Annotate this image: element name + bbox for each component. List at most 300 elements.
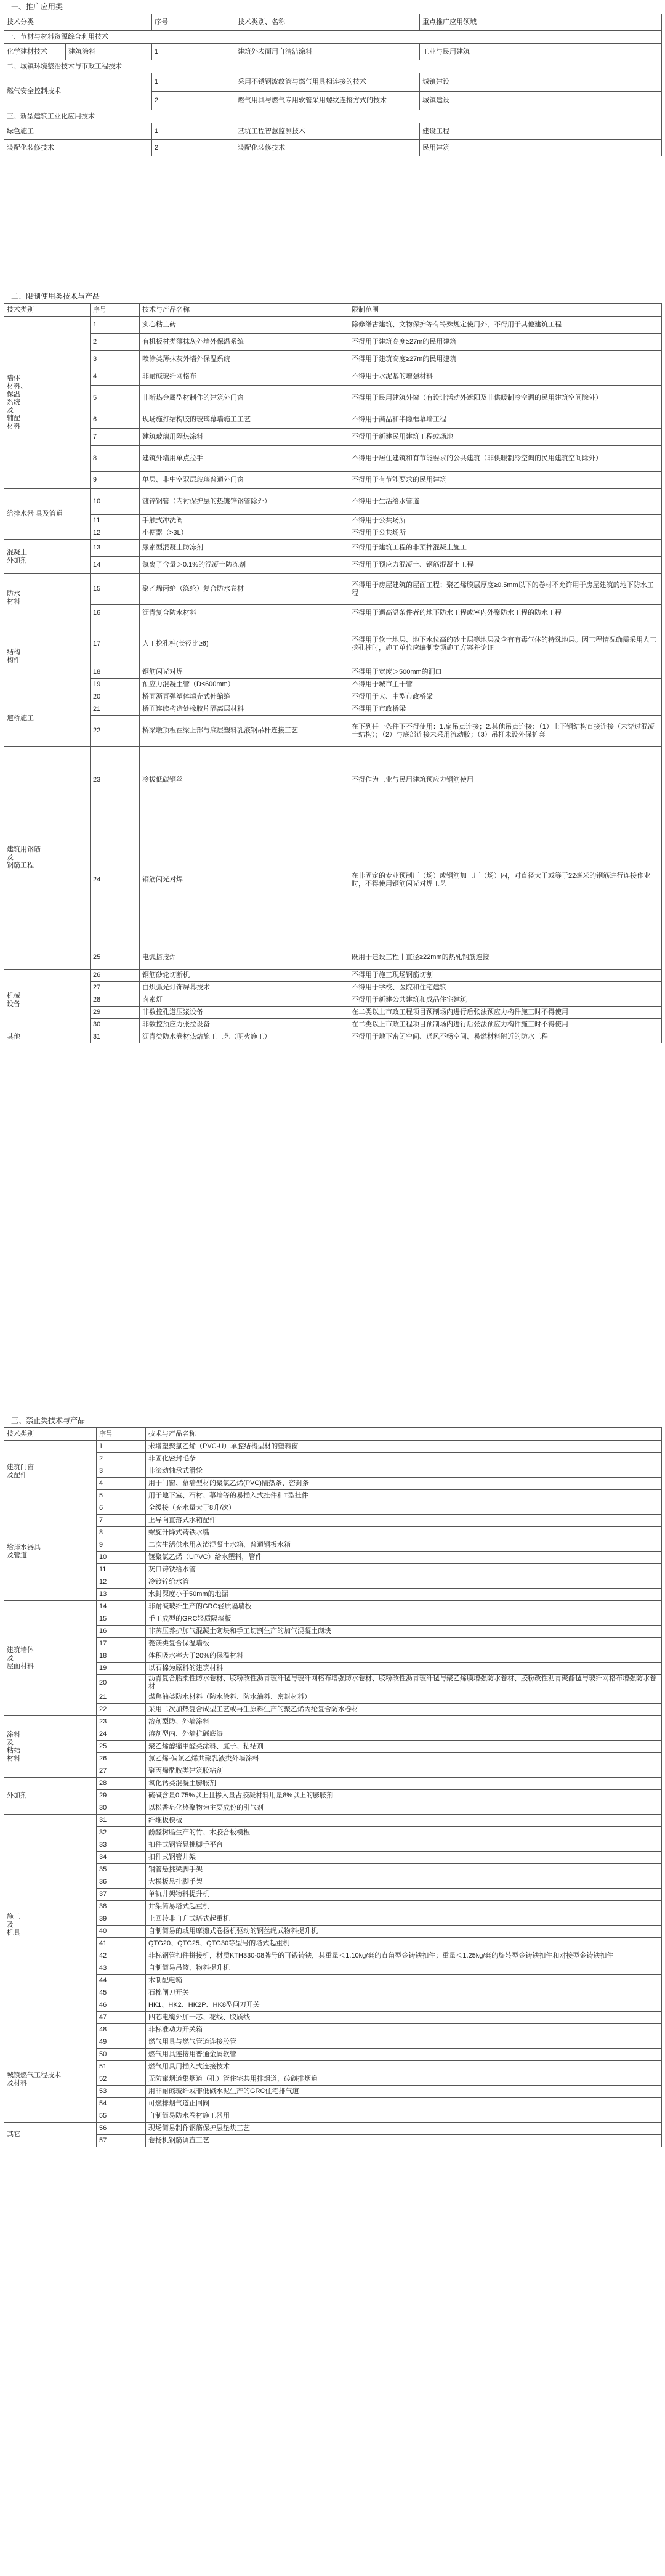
item-name: 以石棉为原料的建筑材料: [146, 1663, 662, 1675]
table-row: [4, 1864, 662, 1876]
row-number: 14: [97, 1601, 146, 1613]
table-row: [4, 994, 662, 1007]
table-row: [4, 1453, 662, 1465]
item-name: 白炽弧光灯饰屏幕技术: [140, 982, 349, 994]
table-row: [4, 747, 662, 814]
category-line: 机具: [7, 1929, 20, 1937]
restrict-scope: 在二类以上市政工程项目预制场内进行后张法预应力构件施工时不得使用: [349, 1019, 662, 1031]
table-row: [4, 386, 662, 411]
table-row: [4, 2098, 662, 2110]
row-number: 9: [97, 1539, 146, 1552]
category-line: 钢筋工程: [7, 862, 34, 869]
table-row: [4, 2123, 662, 2135]
item-name: 可燃排烟气道止回阀: [146, 2098, 662, 2110]
item-name: 灰口铸铁给水管: [146, 1564, 662, 1576]
item-name: 非滚动轴承式滑轮: [146, 1465, 662, 1478]
item-name: 非蒸压养护加气混凝土砌块和手工切割生产的加气混凝土砌块: [146, 1626, 662, 1638]
row-number: 3: [91, 351, 140, 368]
item-name: 燃气用具连接用普通金属软管: [146, 2049, 662, 2061]
table-row: [4, 716, 662, 747]
row-number: 30: [97, 1802, 146, 1815]
category-line: 及: [7, 1738, 14, 1746]
category-cell: [4, 1716, 97, 1778]
table-row: [4, 1478, 662, 1490]
row-number: 23: [97, 1716, 146, 1728]
category-line: 屋面材料: [7, 1662, 34, 1670]
row-number: 6: [91, 411, 140, 429]
row-number: 33: [97, 1839, 146, 1852]
row-number: 31: [91, 1031, 140, 1043]
item-name: 人工挖孔桩(长径比≥6): [140, 622, 349, 666]
row-number: 1: [91, 317, 140, 334]
row-number: 35: [97, 1864, 146, 1876]
item-name: 用非耐碱玻纤或非低碱水泥生产的GRC住宅排气道: [146, 2086, 662, 2098]
table-row: [4, 1691, 662, 1704]
table-row: [4, 2073, 662, 2086]
row-number: 14: [91, 557, 140, 574]
table-row: [4, 2110, 662, 2123]
row-number: 2: [97, 1453, 146, 1465]
row-number: 38: [97, 1901, 146, 1913]
category-line: 及配件: [7, 1471, 27, 1479]
restrict-scope: 不得用于大、中型市政桥梁: [349, 691, 662, 703]
table-row: [4, 2036, 662, 2049]
category-line: 城镇燃气工程技术: [7, 2071, 61, 2079]
item-name: 小便器（>3L）: [140, 527, 349, 540]
item-name: 氯离子含量＞0.1%的混凝土防冻剂: [140, 557, 349, 574]
row-number: 21: [91, 703, 140, 716]
restrict-scope: 不得用于有节能要求的民用建筑: [349, 472, 662, 489]
table-row: [4, 1502, 662, 1515]
category-cell: [4, 970, 91, 1031]
item-name: 上回转非自升式塔式起重机: [146, 1913, 662, 1926]
item-name: 非数控预应力张拉设备: [140, 1019, 349, 1031]
category-line: 外加剂: [7, 556, 27, 564]
row-number: 27: [97, 1765, 146, 1778]
category-line: 其他: [7, 1033, 20, 1040]
item-name: 非固化密封毛条: [146, 1453, 662, 1465]
table-row: [4, 2086, 662, 2098]
table-row: [4, 2024, 662, 2036]
row-number: 57: [97, 2135, 146, 2147]
item-name: 非断热金属型材制作的建筑外门窗: [140, 386, 349, 411]
row-number: 1: [97, 1441, 146, 1453]
table-row: [4, 691, 662, 703]
row-number: 3: [97, 1465, 146, 1478]
restrict-scope: 在非固定的专业预制厂（场）或钢筋加工厂（场）内，对直径大于或等于22毫米的钢筋进行连接作业时，不得使用钢筋闪光对焊工艺: [349, 814, 662, 946]
item-name: 尿素型混凝土防冻剂: [140, 540, 349, 557]
item-name: 自制简易的或用摩擦式卷扬机驱动的钢丝绳式物料提升机: [146, 1926, 662, 1938]
row-number: 29: [91, 1007, 140, 1019]
row-number: 6: [97, 1502, 146, 1515]
table-row: [4, 1999, 662, 2012]
table-row: [4, 1839, 662, 1852]
row-number: 43: [97, 1962, 146, 1975]
table-row: 2 燃气用具与燃气专用软管采用螺纹连接方式的技术 城镇建设: [4, 92, 662, 110]
restrict-scope: 不得用于地下密闭空间、通风不畅空间、易燃材料附近的防水工程: [349, 1031, 662, 1043]
category-line: 外加剂: [7, 1792, 27, 1799]
row-number: 8: [97, 1527, 146, 1539]
category-cell: [4, 2036, 97, 2123]
table-row: [4, 317, 662, 334]
section-promote: [0, 0, 665, 156]
row-number: 2: [91, 334, 140, 351]
prohibit-table: [4, 1427, 662, 2147]
category-line: 材料、: [7, 383, 27, 390]
row-number: 53: [97, 2086, 146, 2098]
category-cell: [4, 691, 91, 747]
table-row: [4, 1753, 662, 1765]
table-row: [4, 1889, 662, 1901]
item-name: 冷拔低碳钢丝: [140, 747, 349, 814]
item-name: 沥青复合防水材料: [140, 605, 349, 622]
item-name: 全缓接（充水量大于8升/次）: [146, 1502, 662, 1515]
row-number: 16: [97, 1626, 146, 1638]
table-row: [4, 334, 662, 351]
row-number: 4: [97, 1478, 146, 1490]
category-line: 构件: [7, 656, 20, 664]
table-row: 绿色施工 1 基坑工程智慧监测技术 建设工程: [4, 123, 662, 140]
promote-table: [4, 14, 662, 156]
item-name: 非耐碱玻纤网格布: [140, 368, 349, 386]
row-number: 20: [91, 691, 140, 703]
item-name: 四芯电缆外加一芯、花线、胶质线: [146, 2012, 662, 2024]
table-row: [4, 1007, 662, 1019]
row-number: 12: [91, 527, 140, 540]
item-name: 钢筋闪光对焊: [140, 666, 349, 679]
restrict-scope: 不得用于公共场所: [349, 515, 662, 527]
category-cell: [4, 747, 91, 970]
table-row: [4, 1663, 662, 1675]
table-row: [4, 1650, 662, 1663]
category-cell: [4, 540, 91, 574]
category-line: 防水: [7, 589, 20, 597]
category-cell: [4, 1441, 97, 1502]
item-name: 溶剂型防、外墙涂料: [146, 1716, 662, 1728]
category-line: 及: [7, 407, 14, 414]
table-row: 装配化装修技术 2 装配化装修技术 民用建筑: [4, 140, 662, 156]
table-row: [4, 946, 662, 970]
header-cell: 序号: [97, 1428, 146, 1441]
table-row: [4, 1527, 662, 1539]
category-line: 及: [7, 1921, 14, 1929]
item-name: 钢管悬挑梁脚手架: [146, 1864, 662, 1876]
row-number: 32: [97, 1827, 146, 1839]
restrict-scope: 在二类以上市政工程项目预制场内进行后张法预应力构件施工时不得使用: [349, 1007, 662, 1019]
item-name: 二次生活供水用灰渣混凝土水箱、普通钢板水箱: [146, 1539, 662, 1552]
row-number: 19: [97, 1663, 146, 1675]
item-name: 氯乙烯-偏氯乙烯共聚乳液类外墙涂料: [146, 1753, 662, 1765]
table-row: 化学建材技术 建筑涂料 1 建筑外表面用自清洁涂料 工业与民用建筑: [4, 44, 662, 60]
table-row: [4, 557, 662, 574]
table-row: [4, 574, 662, 605]
item-name: 氧化钙类混凝土膨胀剂: [146, 1778, 662, 1790]
table-row: [4, 679, 662, 691]
table-row: [4, 1950, 662, 1962]
restrict-scope: 不得用于软土地层、地下水位高的砂土层等地层及含有有毒气体的特殊地层。因工程情况确需采用人工挖孔桩时，施工单位应编制专项施工方案并论证: [349, 622, 662, 666]
table-row: [4, 527, 662, 540]
row-number: 22: [97, 1704, 146, 1716]
row-number: 15: [91, 574, 140, 605]
table-row: [4, 814, 662, 946]
table-row: [4, 982, 662, 994]
item-name: 钢筋砂轮切断机: [140, 970, 349, 982]
restrict-scope: 不得用于商品和半隐框幕墙工程: [349, 411, 662, 429]
restrict-scope: 不得用于水泥基的增强材料: [349, 368, 662, 386]
item-name: 上导向直落式水箱配件: [146, 1515, 662, 1527]
item-name: 用于门窗、幕墙型材的聚氯乙烯(PVC)隔热条、密封条: [146, 1478, 662, 1490]
category-cell: [4, 489, 91, 540]
table-row: [4, 2049, 662, 2061]
item-name: 建筑外墙用单点拉手: [140, 446, 349, 472]
table-row: [4, 1901, 662, 1913]
item-name: 实心粘土砖: [140, 317, 349, 334]
item-name: 燃气用具用插入式连接技术: [146, 2061, 662, 2073]
row-number: 39: [97, 1913, 146, 1926]
category-line: 建筑门窗: [7, 1463, 34, 1471]
item-name: 聚乙烯醇缩甲醛类涂料、腻子、粘结剂: [146, 1741, 662, 1753]
restrict-scope: 不得用于建筑高度≥27m的民用建筑: [349, 351, 662, 368]
category-line: 机械: [7, 992, 20, 1000]
category-line: 材料: [7, 597, 20, 606]
table-row: [4, 2135, 662, 2147]
row-number: 42: [97, 1950, 146, 1962]
row-number: 26: [97, 1753, 146, 1765]
row-number: 11: [91, 515, 140, 527]
table-row: [4, 351, 662, 368]
item-name: 冷镀锌给水管: [146, 1576, 662, 1589]
table-row: [4, 1975, 662, 1987]
row-number: 40: [97, 1926, 146, 1938]
table-row: [4, 489, 662, 515]
row-number: 11: [97, 1564, 146, 1576]
item-name: 螺旋升降式铸铁水嘴: [146, 1527, 662, 1539]
group-row: 三、新型建筑工业化应用技术: [4, 110, 662, 123]
table-row: [4, 515, 662, 527]
item-name: 非标准动力开关箱: [146, 2024, 662, 2036]
table-row: [4, 1564, 662, 1576]
item-name: 镀聚氯乙烯（UPVC）给水塑料，管件: [146, 1552, 662, 1564]
restrict-scope: 不得用于宽度＞500mm的洞口: [349, 666, 662, 679]
table-row: [4, 1987, 662, 1999]
category-line: 建筑墙体: [7, 1646, 34, 1654]
category-line: 给排水器具: [7, 1543, 41, 1551]
row-number: 30: [91, 1019, 140, 1031]
table-row: [4, 970, 662, 982]
table-row: [4, 1601, 662, 1613]
row-number: 18: [91, 666, 140, 679]
table-row: [4, 605, 662, 622]
table-row: [4, 446, 662, 472]
header-cell: 限制范围: [349, 304, 662, 317]
row-number: 13: [97, 1589, 146, 1601]
row-number: 28: [97, 1778, 146, 1790]
item-name: 桥面连续构造处橡胶片隔离层材料: [140, 703, 349, 716]
table-header: [4, 304, 662, 317]
item-name: 扣件式钢管井架: [146, 1852, 662, 1864]
item-name: 预应力混凝土管（D≤600mm）: [140, 679, 349, 691]
item-name: 有机板材类薄抹灰外墙外保温系统: [140, 334, 349, 351]
table-row: [4, 2012, 662, 2024]
restrict-scope: 不得用于建筑高度≥27m的民用建筑: [349, 334, 662, 351]
row-number: 54: [97, 2098, 146, 2110]
item-name: 体积吸水率大于20%的保温材料: [146, 1650, 662, 1663]
item-name: 自制简易防水卷材施工器用: [146, 2110, 662, 2123]
table-row: [4, 1441, 662, 1453]
row-number: 16: [91, 605, 140, 622]
restrict-scope: 不得用于民用建筑外窗（有设计活动外遮阳及非供暖制冷空调的民用建筑空间除外）: [349, 386, 662, 411]
restrict-scope: 不得用于学校、医院和住宅建筑: [349, 982, 662, 994]
table-row: [4, 1790, 662, 1802]
row-number: 25: [91, 946, 140, 970]
table-row: [4, 2061, 662, 2073]
restrict-scope: 既用于建设工程中直径≥22mm的热轧钢筋连接: [349, 946, 662, 970]
row-number: 28: [91, 994, 140, 1007]
section-title: 三、禁止类技术与产品: [11, 1416, 86, 1425]
item-name: 以松香皂化热聚物为主要成份的引气剂: [146, 1802, 662, 1815]
restrict-scope: 不得用于施工现场钢筋切割: [349, 970, 662, 982]
item-name: 非标钢管扣件拼接机，材质KTH330-08牌号的可锻铸铁，其重量＜1.10kg/套的直角型金铸铁扣件；重量＜1.25kg/套的旋转型金铸铁扣件和对接型金铸铁扣件: [146, 1950, 662, 1962]
restrict-scope: 不得用于居住建筑和有节能要求的公共建筑（非供暖制冷空调的民用建筑空间除外）: [349, 446, 662, 472]
group-row: 一、节材与材料资源综合利用技术: [4, 31, 662, 44]
item-name: 现场简易制作钢筋保护层垫块工艺: [146, 2123, 662, 2135]
table-header: [4, 1428, 662, 1441]
table-row: [4, 472, 662, 489]
row-number: 34: [97, 1852, 146, 1864]
table-row: [4, 1802, 662, 1815]
item-name: 手触式冲洗阀: [140, 515, 349, 527]
item-name: 沥青复合胎柔性防水卷材、胶粉改性沥青玻纤毡与玻纤网格布增强防水卷材、胶粉改性沥青玻纤毡与聚乙烯膜增强防水卷材、胶粉改性沥青聚酯毡与玻纤网格布增强防水卷材: [146, 1675, 662, 1691]
row-number: 56: [97, 2123, 146, 2135]
row-number: 21: [97, 1691, 146, 1704]
item-name: 采用二次加热复合成型工艺或再生原料生产的聚乙烯丙纶复合防水卷材: [146, 1704, 662, 1716]
restrict-table: [4, 303, 662, 1043]
table-row: [4, 703, 662, 716]
row-number: 5: [91, 386, 140, 411]
restrict-scope: 不得用于预应力混凝土、钢筋混凝土工程: [349, 557, 662, 574]
item-name: 大模板悬挂脚手架: [146, 1876, 662, 1889]
row-number: 55: [97, 2110, 146, 2123]
item-name: 菱镁类复合保温墙板: [146, 1638, 662, 1650]
item-name: 非耐碱玻纤生产的GRC轻质隔墙板: [146, 1601, 662, 1613]
header-cell: 技术与产品名称: [140, 304, 349, 317]
category-cell: [4, 317, 91, 489]
item-name: 沥青类防水卷材热熔施工工艺（明火施工）: [140, 1031, 349, 1043]
row-number: 9: [91, 472, 140, 489]
row-number: 7: [97, 1515, 146, 1527]
item-name: 煤焦油类防水材料（防水涂料、防水油料、密封材料）: [146, 1691, 662, 1704]
row-number: 10: [97, 1552, 146, 1564]
category-line: 其它: [7, 2131, 20, 2138]
row-number: 19: [91, 679, 140, 691]
row-number: 23: [91, 747, 140, 814]
item-name: 无防窜烟道集烟道（孔）管住宅共用排烟道，砖砌排烟道: [146, 2073, 662, 2086]
table-row: [4, 411, 662, 429]
item-name: 木制配电箱: [146, 1975, 662, 1987]
item-name: 自制简易吊篮、物料提升机: [146, 1962, 662, 1975]
item-name: 桥梁墩顶板在梁上部与底层塑料乳液钢吊杆连接工艺: [140, 716, 349, 747]
item-name: 非数控孔道压浆设备: [140, 1007, 349, 1019]
table-row: [4, 1626, 662, 1638]
row-number: 31: [97, 1815, 146, 1827]
table-row: [4, 1741, 662, 1753]
category-line: 材料: [7, 423, 20, 430]
table-row: [4, 1778, 662, 1790]
table-header: 技术分类 序号 技术类别、名称 重点推广应用领域: [4, 14, 662, 31]
section-prohibit: [0, 1414, 665, 2147]
item-name: 喷涂类薄抹灰外墙外保温系统: [140, 351, 349, 368]
item-name: 酚醛树脂生产的竹、木胶合板模板: [146, 1827, 662, 1839]
category-line: 系统: [7, 399, 20, 406]
category-line: 材料: [7, 1754, 20, 1762]
table-row: [4, 1926, 662, 1938]
restrict-scope: 不得用于新建公共建筑和成品住宅建筑: [349, 994, 662, 1007]
item-name: QTG20、QTG25、QTG30等型号的塔式起重机: [146, 1938, 662, 1950]
restrict-scope: 不得用于城市主干管: [349, 679, 662, 691]
category-line: 给排水器 具及管道: [7, 510, 63, 517]
row-number: 22: [91, 716, 140, 747]
restrict-scope: 不得用于市政桥梁: [349, 703, 662, 716]
restrict-scope: 除修缮古建筑、文物保护等有特殊规定使用外，不得用于其他建筑工程: [349, 317, 662, 334]
item-name: 建筑玻璃用隔热涂料: [140, 429, 349, 446]
row-number: 15: [97, 1613, 146, 1626]
item-name: 桥面沥青弹塑体填充式伸缩缝: [140, 691, 349, 703]
category-line: 保温: [7, 391, 20, 398]
category-cell: [4, 1502, 97, 1601]
row-number: 48: [97, 2024, 146, 2036]
category-line: 及材料: [7, 2079, 27, 2087]
row-number: 20: [97, 1675, 146, 1691]
item-name: 聚丙烯酰胺类建筑胶粘剂: [146, 1765, 662, 1778]
restrict-scope: 不得用于新建民用建筑工程或场地: [349, 429, 662, 446]
category-cell: [4, 1031, 91, 1043]
row-number: 10: [91, 489, 140, 515]
category-line: 混凝土: [7, 548, 27, 556]
table-row: [4, 1465, 662, 1478]
category-cell: [4, 1815, 97, 2036]
item-name: 井架简易塔式起重机: [146, 1901, 662, 1913]
restrict-scope: 不得用于建筑工程的非预拌混凝土施工: [349, 540, 662, 557]
item-name: 单轨井架物料提升机: [146, 1889, 662, 1901]
table-row: [4, 1765, 662, 1778]
section-title: 一、推广应用类: [11, 2, 63, 11]
item-name: 未增塑聚氯乙烯（PVC-U）单腔结构型材的塑料窗: [146, 1441, 662, 1453]
table-row: [4, 1515, 662, 1527]
item-name: HK1、HK2、HK2P、HK8型闸刀开关: [146, 1999, 662, 2012]
table-row: [4, 429, 662, 446]
row-number: 25: [97, 1741, 146, 1753]
row-number: 12: [97, 1576, 146, 1589]
category-line: 粘结: [7, 1746, 20, 1754]
restrict-scope: 不得用于遇高温条件者的地下防水工程或室内外聚防水工程的防水工程: [349, 605, 662, 622]
row-number: 24: [91, 814, 140, 946]
table-row: [4, 1913, 662, 1926]
table-row: [4, 1576, 662, 1589]
item-name: 现场施打结构胶的玻璃幕墙施工工艺: [140, 411, 349, 429]
category-cell: [4, 1778, 97, 1815]
table-row: [4, 1675, 662, 1691]
category-line: 辅配: [7, 415, 20, 422]
row-number: 26: [91, 970, 140, 982]
category-line: 及: [7, 854, 14, 861]
item-name: 纤维板模板: [146, 1815, 662, 1827]
item-name: 扣件式钢管悬挑脚手平台: [146, 1839, 662, 1852]
category-line: 墙体: [7, 375, 20, 382]
table-row: [4, 1876, 662, 1889]
table-row: [4, 1962, 662, 1975]
row-number: 18: [97, 1650, 146, 1663]
item-name: 钢筋闪光对焊: [140, 814, 349, 946]
